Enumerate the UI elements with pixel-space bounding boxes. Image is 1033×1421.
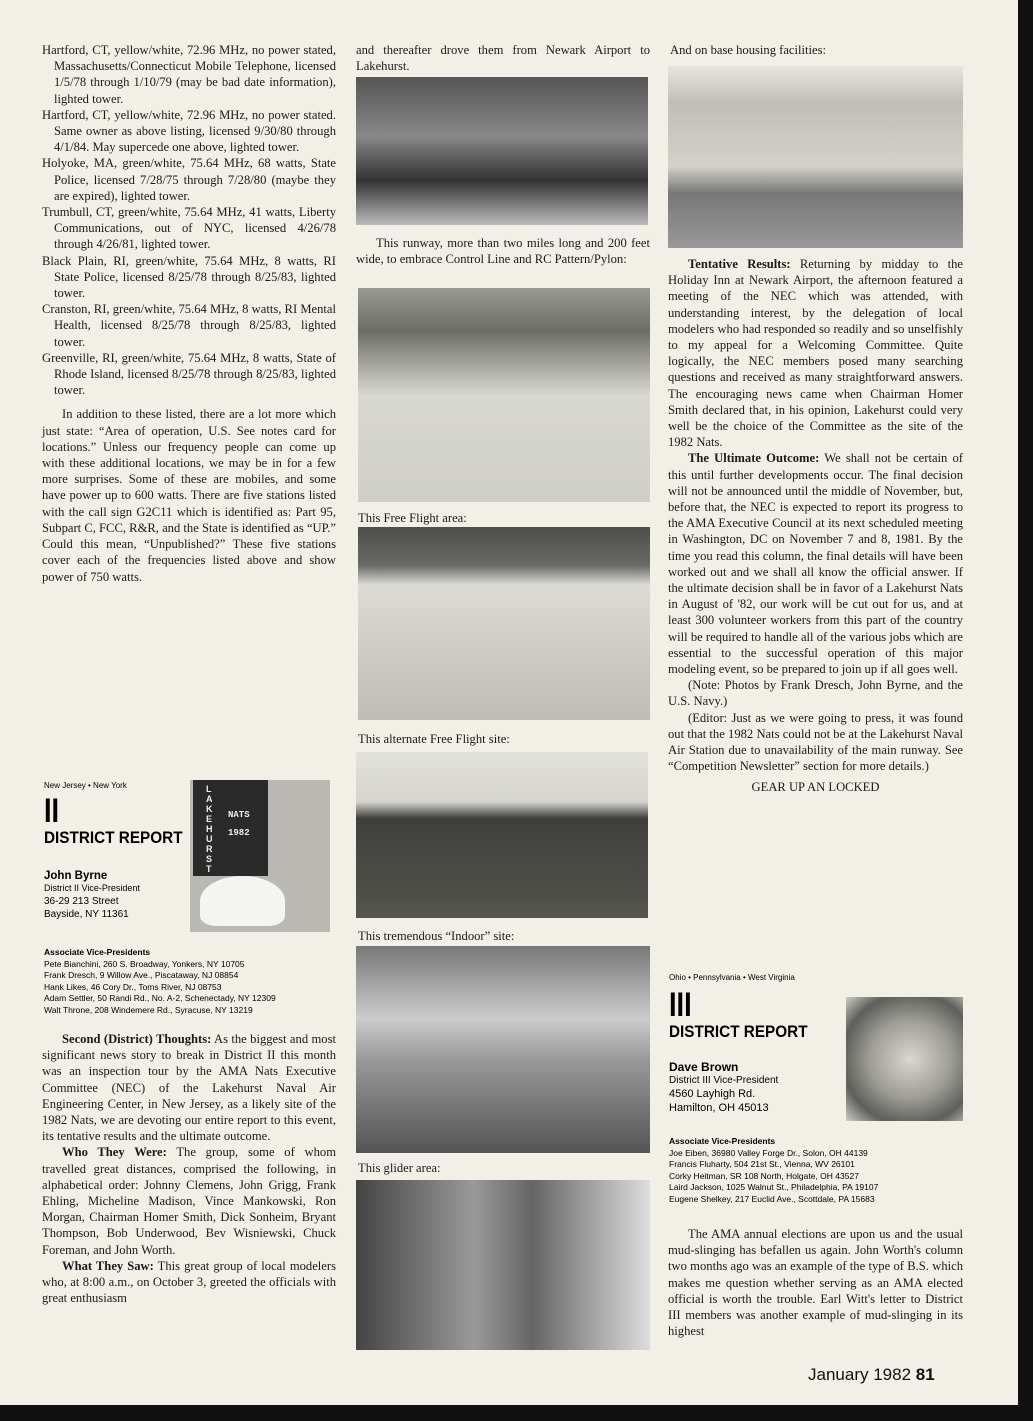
page-footer [808, 1365, 935, 1385]
assoc-vp: Laird Jackson, 1025 Walnut St., Philadelphia, PA 19107 [669, 1182, 879, 1192]
free-flight-caption: This Free Flight area: [358, 511, 467, 525]
district-numeral: II [44, 791, 60, 830]
district-iii-associates [669, 1136, 878, 1205]
alt-free-flight-photo [356, 752, 648, 918]
glider-caption: This glider area: [358, 1161, 441, 1175]
assoc-vp: Frank Dresch, 9 Willow Ave., Piscataway, NJ 08854 [44, 970, 239, 980]
housing-caption: And on base housing facilities: [670, 43, 826, 57]
page-number: 81 [915, 1365, 935, 1384]
district-ii-associates [44, 947, 276, 1016]
paragraph: We shall not be certain of this until further developments occur. The final decision will not be announced until the middle of November, but, before that, the NEC is expected to report its progress to the AMA Executive Council at its next scheduled meeting in Washington, DC on November 7 and 8, 1981. By the time you read this column, the final details will have been worked out and we shall all know the official answer. If the ultimate decision shall be in favor of a Lakehurst Nats in August of '82, our work will be cut out for us, and at least 300 volunteer workers from this part of the country will be required to handle all of the various jobs which are essential to the successful operation of this major modeling event, so be prepared to join up if all goes well. [668, 451, 963, 677]
housing-photo [668, 66, 963, 248]
elections-paragraph: The AMA annual elections are upon us and the usual mud-slinging has befallen us again. John Worth's column two months ago was an example of the type of B.S. which makes me question whether serving as an AMA elected official is worth the trouble. Earl Witt's letter to District III members was another example of mud-slinging in its highest [668, 1227, 963, 1339]
assoc-vp: Francis Fluharty, 504 21st St., Vienna, WV 26101 [669, 1159, 855, 1169]
editor-note: (Editor: Just as we were going to press, it was found out that the 1982 Nats could not be at the Lakehurst Naval Air Station due to unavailability of the main runway. See “Competition Newsletter” section for more details.) [668, 710, 963, 774]
paragraph: In addition to these listed, there are a lot more which just state: “Area of operation, U.S. See notes card for locations.” Unless our frequency people can come up with these additional locations, we may be in for a few more surprises. Some of these are mobiles, and some have power up to 600 watts. There are five stations listed with the call sign G2C11 which is identified as: Part 95, Subpart C, FCC, R&R, and the State is identified as “UP.” Could this mean, “Unpublished?” These five stations cover each of the frequencies listed above and show power of 750 watts. [42, 407, 336, 584]
subhead: What They Saw: [62, 1258, 154, 1273]
district-states: Ohio • Pennsylvania • West Virginia [669, 973, 795, 982]
vp-city: Hamilton, OH 45013 [669, 1101, 769, 1114]
district-title: DISTRICT REPORT [669, 1021, 808, 1041]
vp-address: 4560 Layhigh Rd. [669, 1087, 756, 1100]
frequency-listings [42, 42, 336, 585]
indoor-hangar-photo [356, 946, 650, 1153]
assoc-vp: Eugene Shelkey, 217 Euclid Ave., Scottdale, PA 15683 [669, 1193, 875, 1204]
subhead: The Ultimate Outcome: [688, 451, 820, 466]
runway-caption: This runway, more than two miles long and 200 feet wide, to embrace Control Line and RC Pattern/Pylon: [356, 236, 650, 267]
cap-shape [200, 876, 285, 926]
vp-role: District III Vice-President [669, 1074, 779, 1086]
indoor-caption: This tremendous “Indoor” site: [358, 929, 515, 943]
district-ii-body [42, 1031, 336, 1306]
signoff: GEAR UP AN LOCKED [751, 779, 880, 794]
assoc-vp: Pete Bianchini, 260 S. Broadway, Yonkers, NY 10705 [44, 958, 245, 969]
lakehurst-label: LAKEHURST [206, 784, 213, 874]
district-iii-header [669, 972, 849, 1115]
assoc-vp: Adam Settler, 50 Randi Rd., No. A-2, Schenectady, NY 12309 [44, 993, 276, 1003]
assoc-vp: Corky Heitman, SR 108 North, Holgate, OH 43527 [669, 1170, 859, 1181]
runway-photo [358, 288, 650, 502]
listing: Trumbull, CT, green/white, 75.64 MHz, 41 watts, Liberty Communications, out of NYC, licensed 4/26/78 through 4/26/81, lighted tower. [42, 205, 336, 252]
assoc-vp: Walt Throne, 208 Windemere Rd., Syracuse, NY 13219 [44, 1004, 253, 1015]
photo-note: (Note: Photos by Frank Dresch, John Byrne, and the U.S. Navy.) [668, 678, 963, 709]
year-label: 1982 [228, 828, 250, 838]
assoc-vp: Hank Likes, 46 Cory Dr., Toms River, NJ 08753 [44, 981, 222, 992]
paragraph: This great group of local modelers who, at 8:00 a.m., on October 3, greeted the officials with great enthusiasm [42, 1258, 336, 1306]
vp-address: 36-29 213 Street [44, 895, 119, 907]
intro-text: and thereafter drove them from Newark Airport to Lakehurst. [356, 43, 650, 74]
group-photo [356, 77, 648, 225]
district-states: New Jersey • New York [44, 781, 127, 790]
nats-cap-photo [190, 780, 330, 932]
vp-role: District II Vice-President [44, 882, 140, 893]
listing: Greenville, RI, green/white, 75.64 MHz, 8 watts, State of Rhode Island, licensed 8/25/78 through 8/25/83, lighted tower. [42, 350, 336, 398]
vp-name: Dave Brown [669, 1059, 739, 1074]
vp-city: Bayside, NY 11361 [44, 908, 129, 920]
assoc-title: Associate Vice-Presidents [44, 947, 151, 957]
paragraph: As the biggest and most significant news story to break in District II this month was an inspection tour by the AMA Nats Executive Committee (NEC) of the Lakehurst Naval Air Engineering Center, in New Jersey, as a likely site of the 1982 Nats, we are devoting our entire report to this event, its tentative results and the ultimate outcome. [42, 1032, 336, 1144]
results-body [668, 256, 963, 795]
subhead: Who They Were: [62, 1145, 167, 1160]
district-numeral: III [669, 985, 692, 1024]
listing: Holyoke, MA, green/white, 75.64 MHz, 68 watts, State Police, licensed 7/28/75 through 7/28/80 (maybe they are expired), lighted tower. [42, 156, 336, 203]
alt-free-flight-caption: This alternate Free Flight site: [358, 732, 510, 746]
subhead: Tentative Results: [688, 257, 791, 271]
district-title: DISTRICT REPORT [44, 827, 183, 847]
glider-area-photo [356, 1180, 650, 1350]
free-flight-photo [358, 527, 650, 720]
dave-brown-portrait [846, 997, 963, 1121]
vp-name: John Byrne [44, 869, 108, 882]
listing: Hartford, CT, yellow/white, 72.96 MHz, no power stated. Same owner as above listing, licensed 9/30/80 through 4/1/84. May supercede one above, lighted tower. [42, 107, 336, 155]
listing: Cranston, RI, green/white, 75.64 MHz, 8 watts, RI Mental Health, licensed 8/25/78 through 8/25/83, lighted tower. [42, 302, 336, 349]
listing: Hartford, CT, yellow/white, 72.96 MHz, no power stated, Massachusetts/Connecticut Mobile Telephone, licensed 1/5/78 through 1/10/79 (may be bad date information), lighted tower. [42, 43, 336, 106]
listing: Black Plain, RI, green/white, 75.64 MHz, 8 watts, RI State Police, licensed 8/25/78 through 8/25/83, lighted tower. [42, 253, 336, 301]
assoc-title: Associate Vice-Presidents [669, 1136, 776, 1146]
issue-date: January 1982 [808, 1365, 912, 1384]
nats-label: NATS [228, 810, 250, 820]
paragraph: Returning by midday to the Holiday Inn at Newark Airport, the afternoon featured a meeting of the NEC which was attended, with understanding interest, by the delegation of local modelers who had responded so readily and so unselfishly to my appeal for a Welcoming Committee. Quite logically, the NEC members posed many searching questions and received as many straightforward answers. The encouraging news came when Chairman Homer Smith declared that, in his opinion, Lakehurst could very well be the choice of the Committee as the site of the 1982 Nats. [668, 257, 963, 450]
paragraph: The group, some of whom travelled great distances, comprised the following, in alphabetical order: Johnny Clemens, John Grigg, Frank Ehling, Micheline Madison, Vince Mankowski, Ron Morgan, Chairman Homer Smith, Dick Sonheim, Bryant Thompson, Bob Underwood, Bev Wisniewski, Chuck Foreman, and John Worth. [42, 1145, 336, 1257]
subhead: Second (District) Thoughts: [62, 1032, 212, 1046]
assoc-vp: Joe Eiben, 36980 Valley Forge Dr., Solon, OH 44139 [669, 1147, 868, 1158]
